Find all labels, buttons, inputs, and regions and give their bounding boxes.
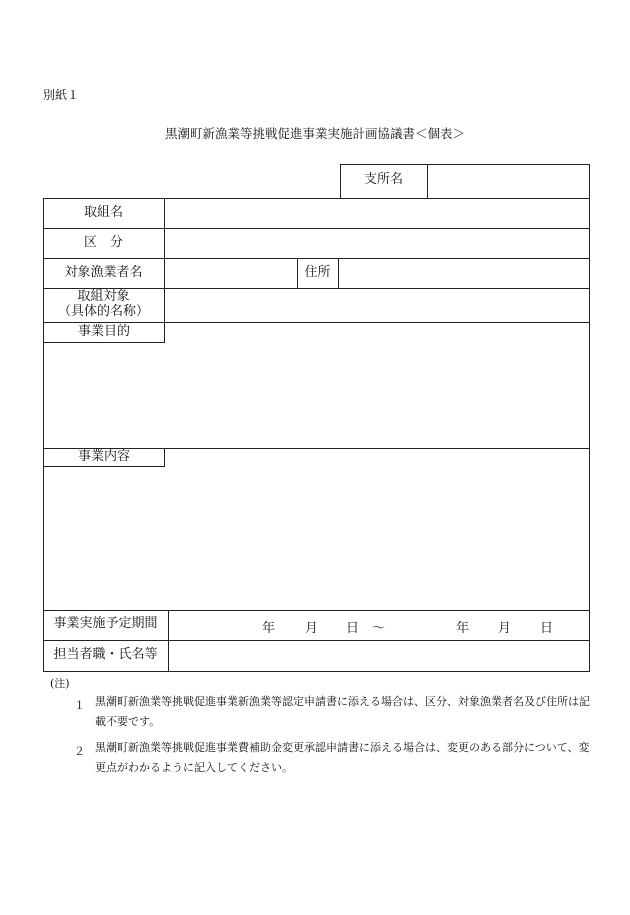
content-field[interactable] xyxy=(45,468,588,609)
address-label: 住所 xyxy=(304,265,331,280)
note-number: １ xyxy=(74,699,85,712)
fisher-name-label: 対象漁業者名 xyxy=(64,265,143,280)
initiative-name-label: 取組名 xyxy=(83,205,123,220)
staff-field[interactable] xyxy=(170,642,588,670)
target-label-line1: 取組対象 xyxy=(77,289,130,304)
period-start-month: 月 xyxy=(305,621,319,636)
period-end-month: 月 xyxy=(498,621,512,636)
category-field[interactable] xyxy=(166,230,588,257)
branch-input[interactable] xyxy=(429,166,588,197)
note-text-line: 載不要です。 xyxy=(95,715,161,728)
staff-label: 担当者職・氏名等 xyxy=(53,647,158,662)
address-field[interactable] xyxy=(340,260,588,287)
document-title: 黒潮町新漁業等挑戦促進事業実施計画協議書＜個表＞ xyxy=(164,126,465,141)
target-field[interactable] xyxy=(166,290,588,321)
period-end-year: 年 xyxy=(456,621,470,636)
period-end-day: 日 xyxy=(540,621,554,636)
initiative-name-field[interactable] xyxy=(166,200,588,227)
purpose-label: 事業目的 xyxy=(77,324,130,339)
note-text-line: 黒潮町新漁業等挑戦促進事業新漁業等認定申請書に添える場合は、区分、対象漁業者名及び住所は記 xyxy=(95,695,590,708)
note-text-line: 黒潮町新漁業等挑戦促進事業費補助金変更承認申請書に添える場合は、変更のある部分について、変 xyxy=(95,741,590,754)
period-label: 事業実施予定期間 xyxy=(53,616,158,631)
target-label-line2: （具体的名称） xyxy=(57,304,149,319)
period-tilde: ～ xyxy=(372,621,386,636)
period-start-day: 日 xyxy=(346,621,360,636)
purpose-field[interactable] xyxy=(45,344,588,447)
period-start-year: 年 xyxy=(262,621,276,636)
category-label: 区 分 xyxy=(83,235,123,250)
content-label: 事業内容 xyxy=(77,449,130,464)
fisher-name-field[interactable] xyxy=(166,260,296,287)
branch-label: 支所名 xyxy=(363,172,403,187)
notes-heading: (注) xyxy=(50,677,70,690)
note-text-line: 更点がわかるように記入してください。 xyxy=(95,761,293,774)
note-number: ２ xyxy=(74,745,85,758)
attachment-label: 別紙１ xyxy=(43,88,80,102)
